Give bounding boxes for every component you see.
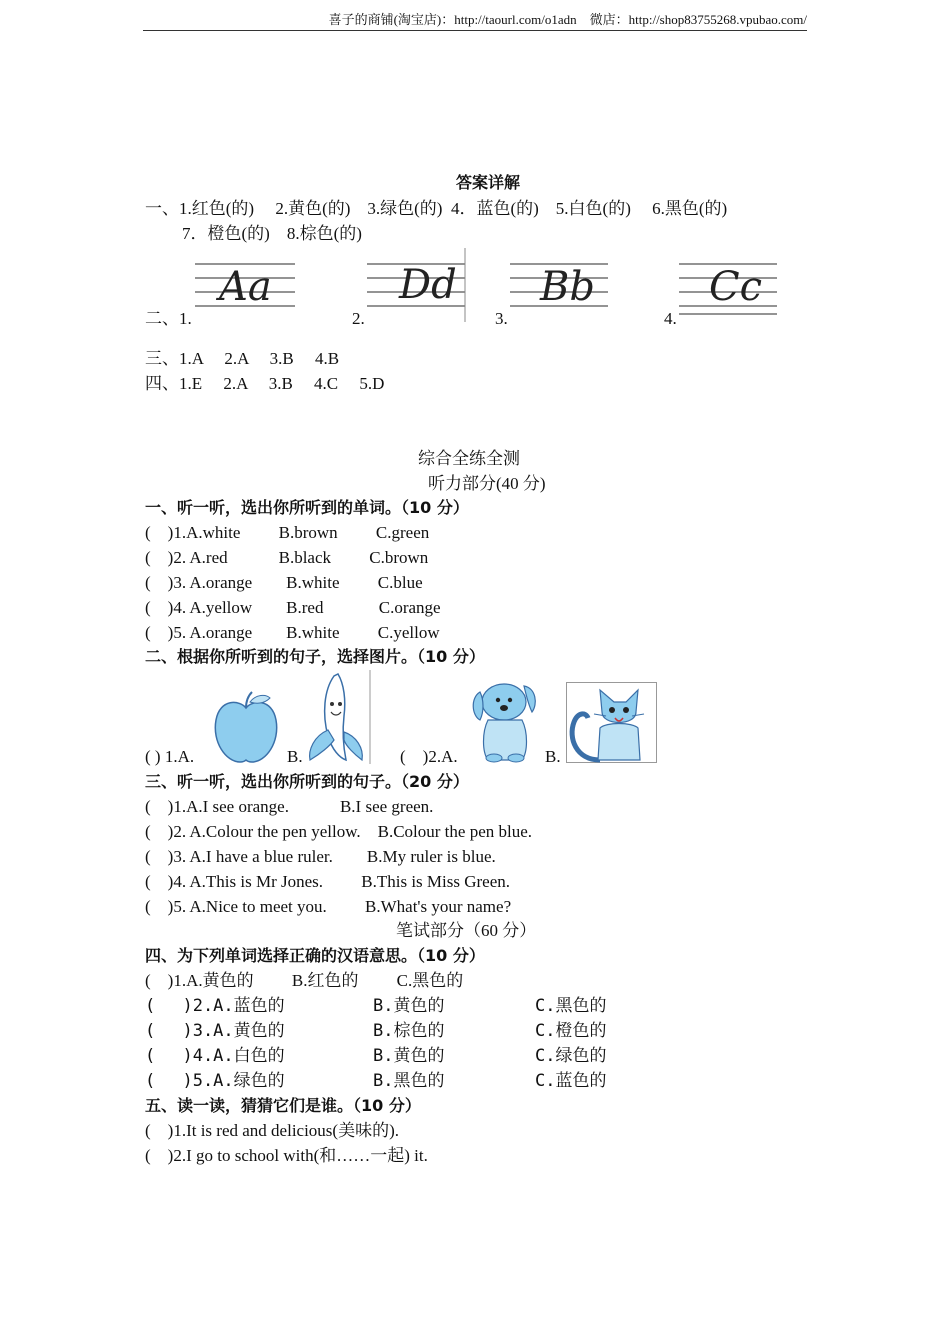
answers-row-3: 三、1.A 2.A 3.B 4.B	[145, 349, 340, 368]
s4-item-4-b: B.黄色的	[373, 1046, 445, 1066]
section-4-title: 四、为下列单词选择正确的汉语意思。（10 分）	[145, 946, 485, 965]
s1-item-4: ( )4. A.yellow B.red C.orange	[145, 598, 441, 617]
answers-row-1b: 7．橙色(的) 8.棕色(的)	[182, 224, 362, 243]
answers-sec2-num-3: 3.	[495, 309, 508, 328]
s4-item-3-c: C.橙色的	[535, 1021, 607, 1041]
s1-item-1: ( )1.A.white B.brown C.green	[145, 523, 430, 542]
section-5-title: 五、读一读，猜猜它们是谁。（10 分）	[145, 1096, 421, 1115]
section-3-title: 三、听一听，选出你所听到的句子。（20 分）	[145, 772, 469, 791]
answers-row-4: 四、1.E 2.A 3.B 4.C 5.D	[145, 374, 385, 393]
s3-item-2: ( )2. A.Colour the pen yellow. B.Colour the pen blue.	[145, 822, 533, 841]
s1-item-3: ( )3. A.orange B.white C.blue	[145, 573, 423, 592]
answers-sec2-prefix: 二、1.	[145, 309, 192, 328]
s3-item-5: ( )5. A.Nice to meet you. B.What's your name?	[145, 897, 512, 916]
answers-sec2-num-2: 2.	[352, 309, 365, 328]
s3-item-1: ( )1.A.I see orange. B.I see green.	[145, 797, 434, 816]
s3-item-3: ( )3. A.I have a blue ruler. B.My ruler is blue.	[145, 847, 496, 866]
s4-item-2-b: B.黄色的	[373, 996, 445, 1016]
s2-label-1b: B.	[287, 747, 303, 766]
s4-item-2-a: ( )2.A.蓝色的	[145, 996, 285, 1016]
s3-item-4: ( )4. A.This is Mr Jones. B.This is Miss Green.	[145, 872, 511, 891]
s4-item-2-c: C.黑色的	[535, 996, 607, 1016]
letters-dd: Dd	[399, 262, 457, 308]
apple-image	[210, 690, 282, 766]
s1-item-2: ( )2. A.red B.black C.brown	[145, 548, 429, 567]
s4-item-3-a: ( )3.A.黄色的	[145, 1021, 285, 1041]
letters-bb: Bb	[540, 264, 595, 310]
s2-label-2b: B.	[545, 747, 561, 766]
s2-label-2a: ( )2.A.	[400, 747, 458, 766]
handwriting-box-dd	[367, 248, 467, 324]
section-1-title: 一、听一听，选出你所听到的单词。（10 分）	[145, 498, 469, 517]
banana-image	[300, 670, 372, 764]
page-header: 喜子的商铺(淘宝店)：http://taourl.com/o1adn 微店：http://shop83755268.vpubao.com/	[143, 10, 807, 31]
s4-item-4-c: C.绿色的	[535, 1046, 607, 1066]
answers-sec2-num-4: 4.	[664, 309, 677, 328]
handwriting-box-cc	[679, 258, 779, 324]
cat-image	[566, 682, 658, 764]
s5-item-2: ( )2.I go to school with(和……一起) it.	[145, 1146, 428, 1165]
s1-item-5: ( )5. A.orange B.white C.yellow	[145, 623, 440, 642]
letters-cc: Cc	[709, 264, 763, 310]
written-title: 笔试部分（60 分）	[396, 921, 537, 940]
s4-item-5-b: B.黑色的	[373, 1071, 445, 1091]
s4-item-1: ( )1.A.黄色的 B.红色的 C.黑色的	[145, 971, 464, 990]
s4-item-5-c: C.蓝色的	[535, 1071, 607, 1091]
section-2-title: 二、根据你所听到的句子，选择图片。（10 分）	[145, 647, 485, 666]
s4-item-4-a: ( )4.A.白色的	[145, 1046, 285, 1066]
handwriting-box-aa	[195, 258, 297, 324]
puppy-image	[466, 676, 544, 764]
s4-item-5-a: ( )5.A.绿色的	[145, 1071, 285, 1091]
answers-title: 答案详解	[456, 173, 521, 192]
letters-aa: Aa	[219, 264, 272, 310]
s2-label-1a: ( ) 1.A.	[145, 747, 195, 766]
answers-row-1: 一、1.红色(的) 2.黄色(的) 3.绿色(的) 4．蓝色(的) 5.白色(的) 6.黑色(的)	[145, 199, 728, 218]
handwriting-box-bb	[510, 258, 610, 324]
s4-item-3-b: B.棕色的	[373, 1021, 445, 1041]
listening-title: 听力部分(40 分)	[428, 474, 546, 493]
test-title: 综合全练全测	[418, 449, 520, 468]
s5-item-1: ( )1.It is red and delicious(美味的).	[145, 1121, 399, 1140]
